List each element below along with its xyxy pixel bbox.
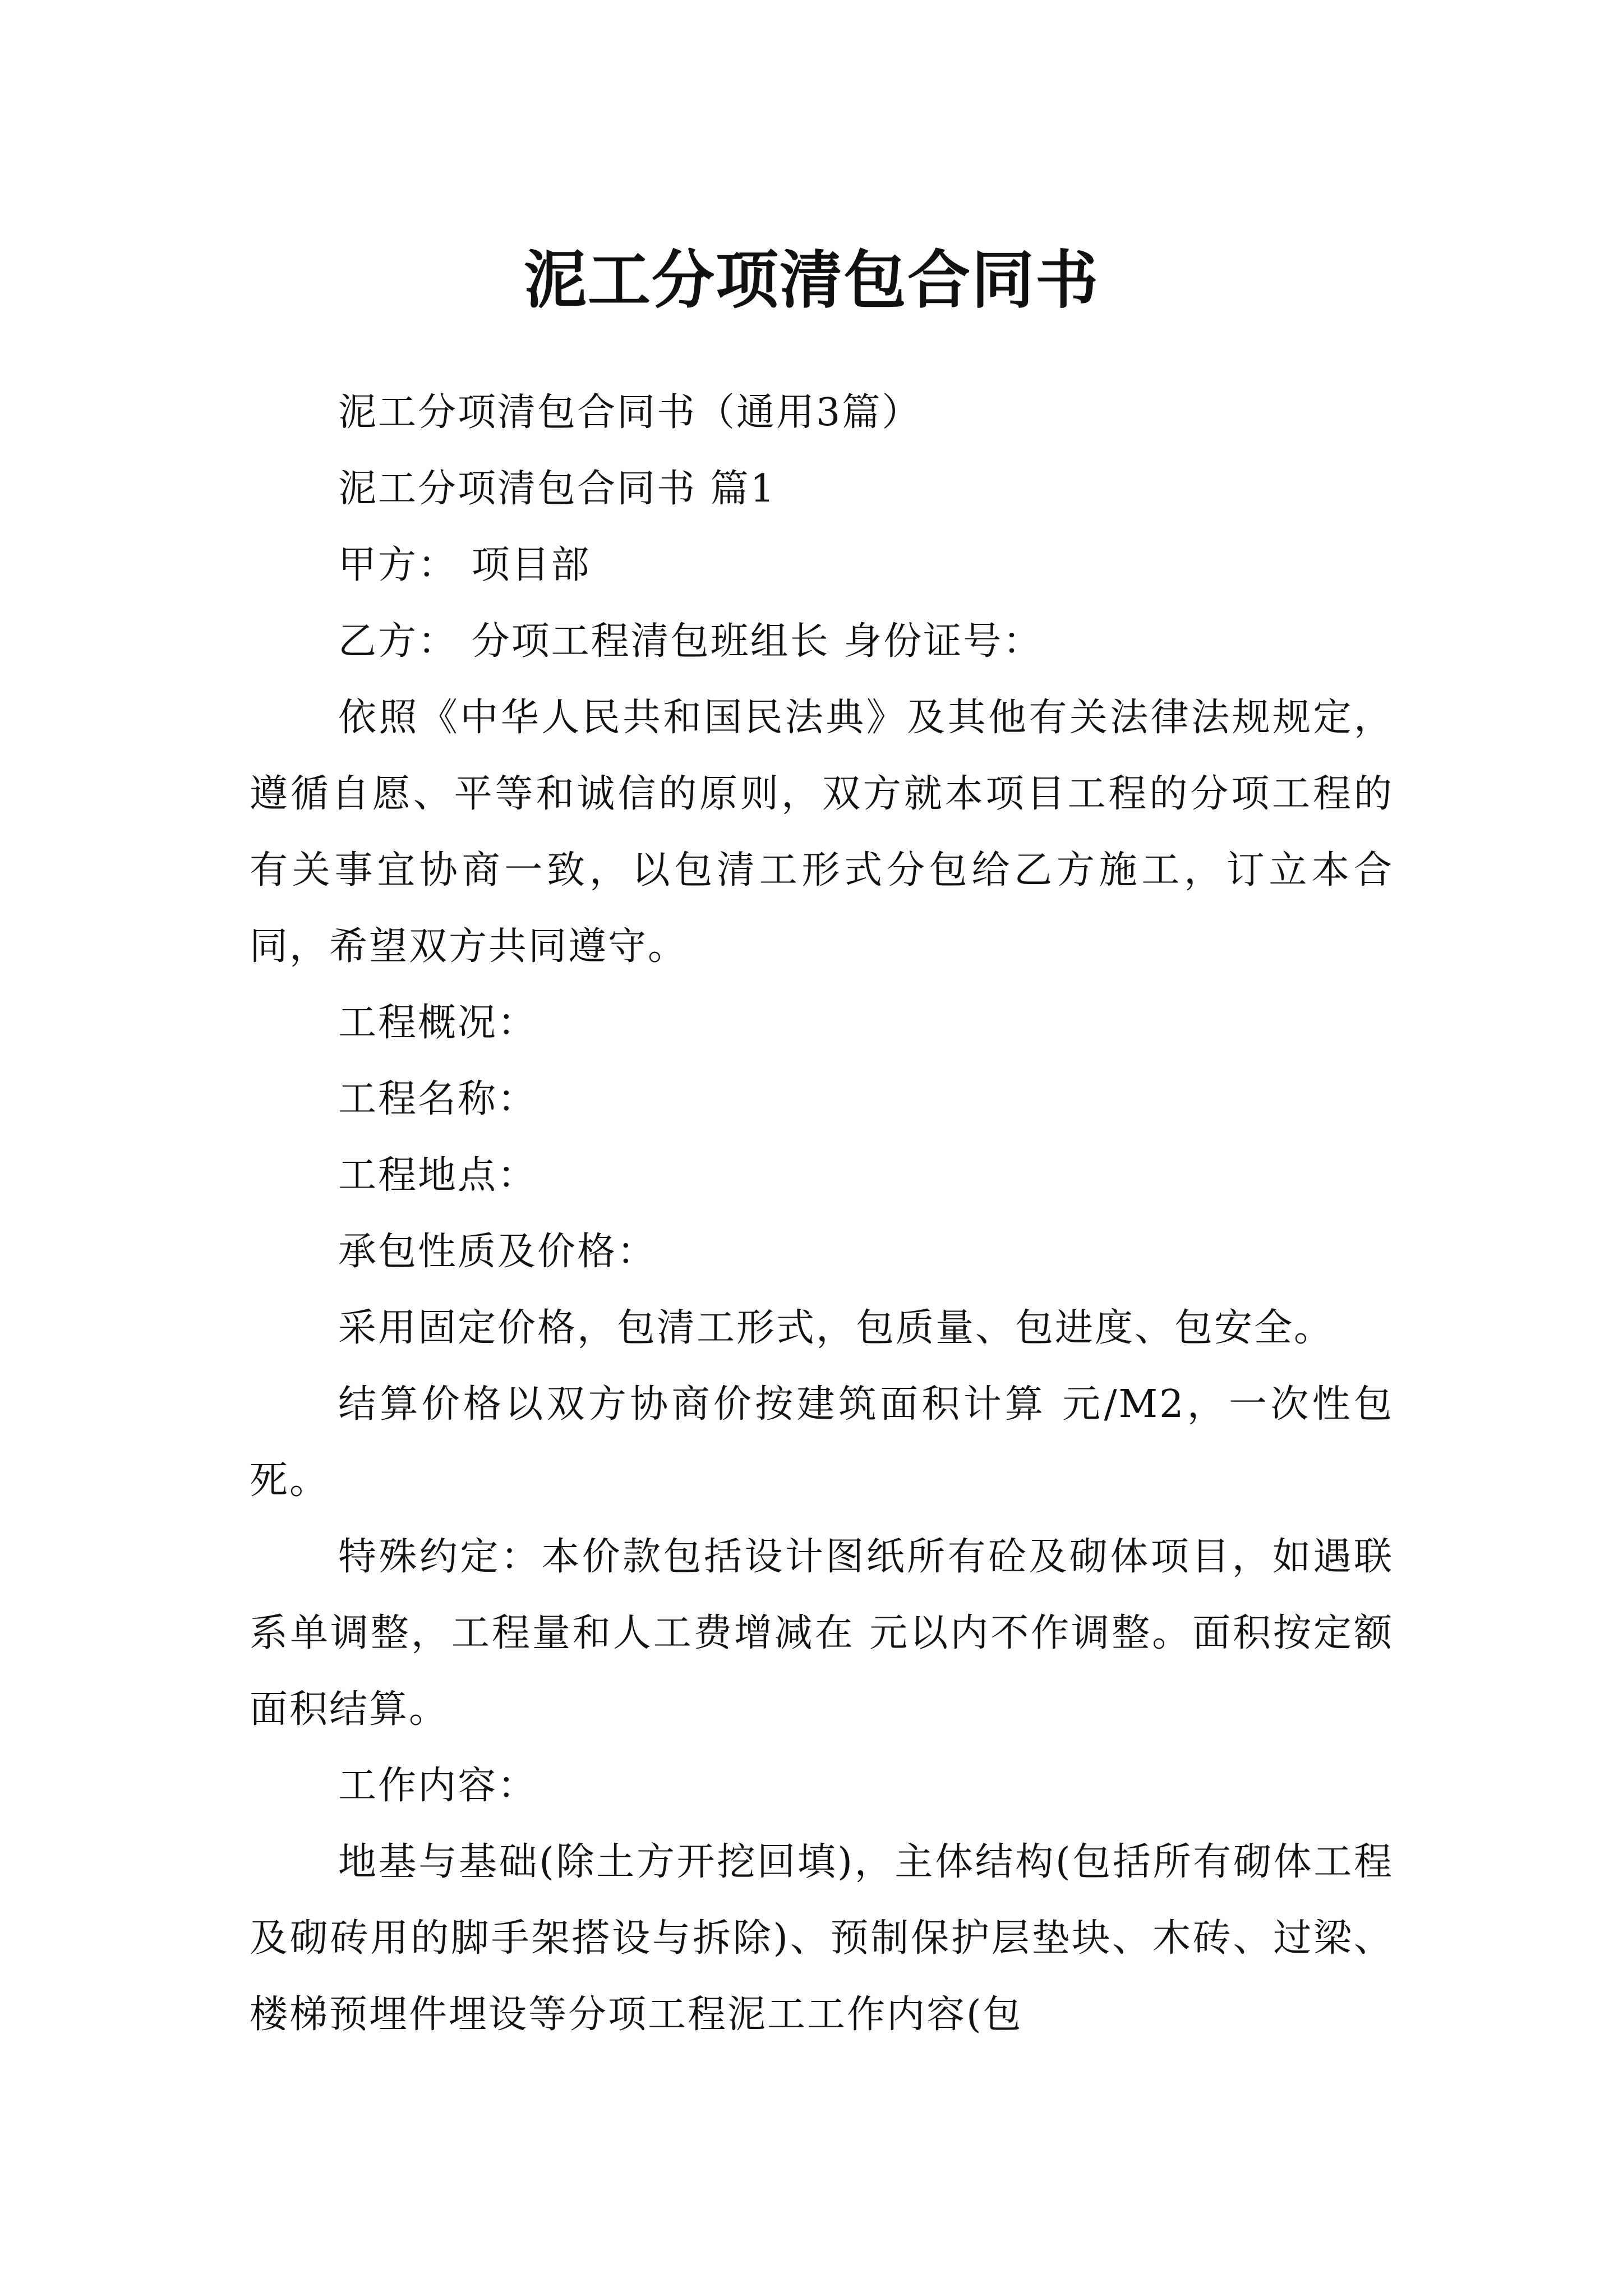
paragraph-section-heading: 泥工分项清包合同书 篇1 (338, 467, 776, 511)
paragraph-work-content: 地基与基础(除土方开挖回填)，主体结构(包括所有砌体工程及砌砖用的脚手架搭设与拆除)、预制保护层垫块、木砖、过梁、楼梯预埋件埋设等分项工程泥工工作内容(包 (250, 1840, 1394, 2037)
paragraph-work-content-heading: 工作内容： (338, 1764, 538, 1808)
paragraph-project-name: 工程名称： (338, 1077, 538, 1121)
paragraph-project-overview: 工程概况： (338, 1001, 538, 1045)
paragraph-project-location: 工程地点： (338, 1153, 538, 1198)
paragraph-subtitle: 泥工分项清包合同书（通用3篇） (338, 390, 922, 435)
paragraph-party-a: 甲方： 项目部 (338, 543, 591, 587)
paragraph-special-terms: 特殊约定：本价款包括设计图纸所有砼及砌体项目，如遇联系单调整，工程量和人工费增减在 元以内不作调整。面积按定额面积结算。 (250, 1535, 1394, 1732)
document-body (250, 375, 1394, 2053)
document-title: 泥工分项清包合同书 (524, 243, 1099, 318)
paragraph-preamble: 依照《中华人民共和国民法典》及其他有关法律法规规定，遵循自愿、平等和诚信的原则，双方就本项目工程的分项工程的有关事宜协商一致，以包清工形式分包给乙方施工，订立本合同，希望双方共同遵守。 (250, 696, 1394, 969)
paragraph-fixed-price: 采用固定价格，包清工形式，包质量、包进度、包安全。 (338, 1306, 1334, 1350)
paragraph-contract-nature: 承包性质及价格： (338, 1230, 657, 1274)
paragraph-party-b: 乙方： 分项工程清包班组长 身份证号： (338, 619, 1043, 664)
paragraph-settlement-price: 结算价格以双方协商价按建筑面积计算 元/M2，一次性包死。 (250, 1382, 1394, 1503)
